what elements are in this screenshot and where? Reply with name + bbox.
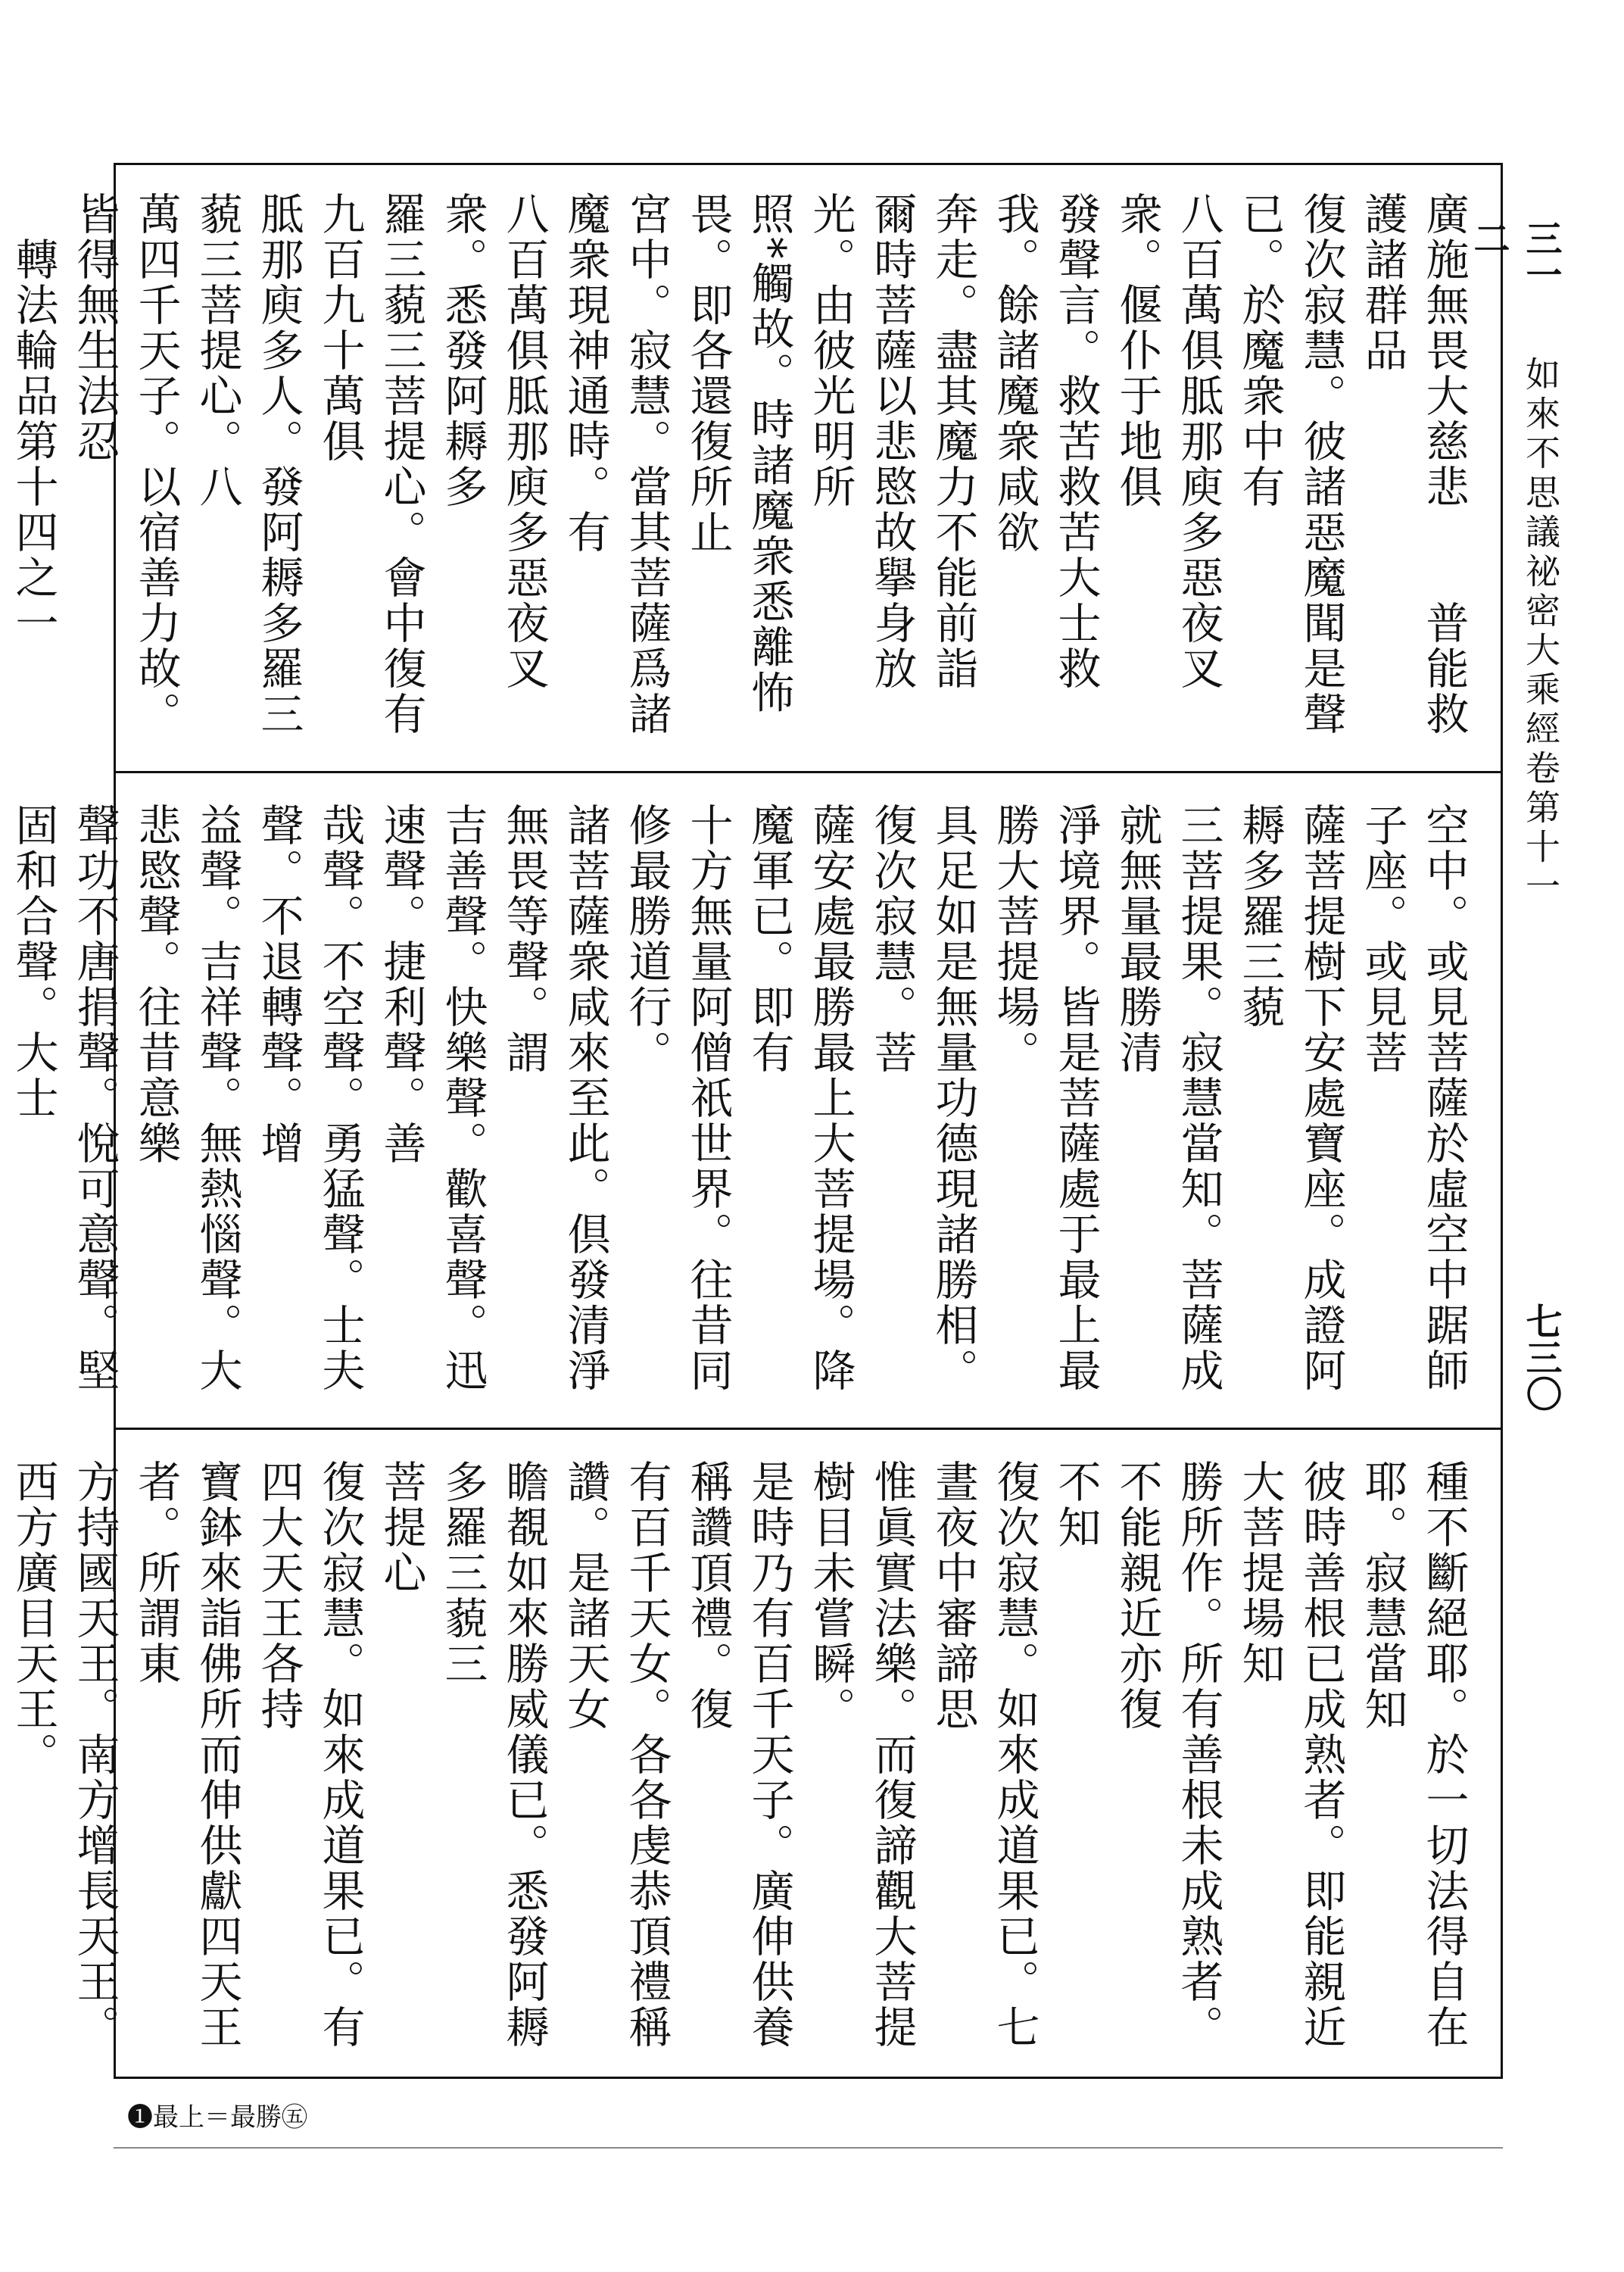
- band-divider-1: [114, 771, 1503, 773]
- band-1-text: 廣施無畏大慈悲 普能救護諸群品 復次寂慧。彼諸惡魔聞是聲已。於魔衆中有 八百萬俱胝那庾多惡夜叉衆。偃仆于地俱 發聲言。救苦救苦大士救我。餘諸魔衆咸欲 奔走。盡其魔力不能前詣 爾時菩薩以悲愍故擧身放光。由彼光明所 照*觸故。時諸魔衆悉離怖畏。即各還復所止 宮中。寂慧。當其菩薩爲諸魔衆現神通時。有 八百萬俱胝那庾多惡夜叉衆。悉發阿耨多 羅三藐三菩提心。會中復有九百九十萬俱 胝那庾多人。發阿耨多羅三藐三菩提心。八 萬四千天子。以宿善力故。皆得無生法忍 轉法輪品第十四之一: [8, 192, 1469, 737]
- text-band-1: [8, 165, 1501, 771]
- band-2-text: 空中。或見菩薩於虛空中踞師子座。或見菩 薩菩提樹下安處寶座。成證阿耨多羅三藐 三菩提果。寂慧當知。菩薩成就無量最勝清 淨境界。皆是菩薩處于最上最勝大菩提場。 具足如是無量功德現諸勝相。復次寂慧。菩 薩安處最勝最上大菩提場。降魔軍已。即有 十方無量阿僧祇世界。往昔同修最勝道行。 諸菩薩衆咸來至此。倶發清淨無畏等聲。謂 吉善聲。快樂聲。歡喜聲。迅速聲。捷利聲。善 哉聲。不空聲。勇猛聲。士夫聲。不退轉聲。增 益聲。吉祥聲。無熱惱聲。大悲愍聲。往昔意樂 聲功不唐捐聲。悅可意聲。堅固和合聲。大士: [8, 803, 1469, 1393]
- text-band-3: [8, 1433, 1501, 2075]
- band-divider-2: [114, 1428, 1503, 1430]
- band-3-text: 種不斷絕耶。於一切法得自在耶。寂慧當知 彼時善根已成熟者。即能親近大菩提場知 勝所作。所有善根未成熟者。不能親近亦復 不知 復次寂慧。如來成道果已。七晝夜中審諦思 惟眞實法樂。而復諦觀大菩提樹目未嘗瞬。 是時乃有百千天子。廣伸供養稱讚頂禮。復 有百千天女。各各虔恭頂禮稱讚。是諸天女 瞻覩如來勝威儀已。悉發阿耨多羅三藐三 菩提心 復次寂慧。如來成道果已。有四大天王各持 寶鉢來詣佛所而伸供獻四天王者。所謂東 方持國天王。南方增長天王。西方廣目天王。: [8, 1459, 1469, 2050]
- running-title: 如來不思議祕密大乘經卷第十一: [1520, 356, 1561, 907]
- footer-rule: [114, 2147, 1503, 2149]
- side-page-number: 七三〇: [1520, 1303, 1562, 1412]
- text-band-2: [8, 776, 1501, 1428]
- footnote: ❶最上＝最勝㊄: [127, 2102, 307, 2133]
- page-number: 三一二: [1467, 220, 1562, 292]
